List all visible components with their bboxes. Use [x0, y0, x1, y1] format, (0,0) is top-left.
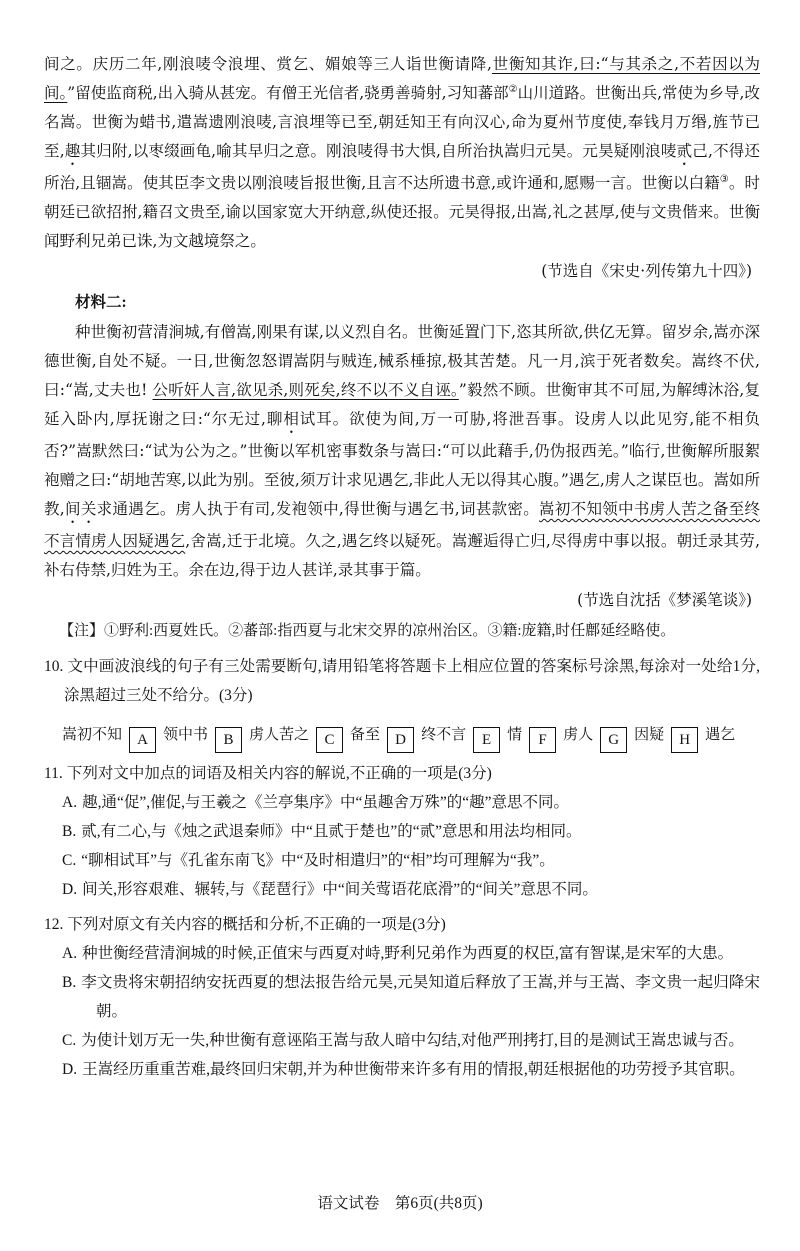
option-text: 贰,有二心,与《烛之武退秦师》中“且贰于楚也”的“贰”意思和用法均相同。	[81, 823, 582, 840]
option-text: 趣,通“促”,催促,与王羲之《兰亭集序》中“虽趣舍万殊”的“趣”意思不同。	[82, 794, 569, 811]
page-footer: 语文试卷 第6页(共8页)	[317, 1195, 483, 1212]
text-run: 。时朝廷已欲招拊,籍召文贵至,谕以国家宽大开纳意,纵使还报。元昊得报,出嵩,礼之甚厚,使与文贵偕来。世衡闻野利兄弟已诛,为文越境祭之。	[44, 174, 760, 250]
answer-box-f: F	[529, 727, 556, 753]
dotted-word: 相	[283, 410, 300, 428]
question-11	[44, 759, 760, 904]
footnotes: 【注】①野利:西夏姓氏。②蕃部:指西夏与北宋交界的凉州治区。③籍:庞籍,时任鄜延经略使。	[59, 623, 676, 639]
underlined-sentence: 公听奸人言,欲见杀,则死矣,终不以不义自诬。	[152, 381, 459, 399]
material1-source: (节选自《宋史·列传第九十四》)	[541, 262, 752, 280]
question-10-stem	[44, 652, 760, 710]
material2-source: (节选自沈括《梦溪笔谈》)	[577, 591, 752, 609]
question-10	[44, 652, 760, 753]
question-12-stem	[44, 910, 760, 939]
footnote-marker: ③	[719, 173, 729, 185]
question-11-text: 下列对文中加点的词语及相关内容的解说,不正确的一项是(3分)	[66, 765, 492, 782]
text-run: 虏人	[563, 725, 594, 743]
text-run: 领中书	[163, 725, 209, 743]
material1-passage	[44, 50, 760, 256]
text-run: 其归附,以枣缀画龟,喻其早归之意。刚浪唛得书大惧,自所治执嵩归元昊。元昊疑刚浪唛	[80, 142, 677, 160]
question-11-option-a	[44, 788, 760, 817]
question-11-stem	[44, 759, 760, 788]
question-11-option-c	[44, 846, 760, 875]
dotted-word: 趣	[64, 142, 81, 160]
question-12-text: 下列对原文有关内容的概括和分析,不正确的一项是(3分)	[67, 916, 446, 933]
text-run: 终不言	[421, 725, 467, 743]
text-run: 情	[507, 725, 523, 743]
text-run: 虏人苦之	[249, 725, 310, 743]
option-text: 间关,形容艰难、辗转,与《琵琶行》中“间关莺语花底滑”的“间关”意思不同。	[82, 881, 598, 898]
text-run: ,舍嵩,迁于北境。久之,遇乞终以疑死。嵩邂逅得亡归,尽得虏中事以报。朝迁录其劳,补右侍禁,归姓为王。余在边,得于边人甚详,录其事于篇。	[44, 532, 760, 579]
footnote-marker: ②	[508, 83, 518, 95]
dotted-word: 间关	[64, 500, 97, 518]
question-12-number: 12.	[44, 916, 64, 933]
question-12-option-b	[44, 968, 760, 1026]
question-11-number: 11.	[44, 765, 63, 782]
answer-box-b: B	[215, 727, 242, 753]
option-text: 李文贵将宋朝招纳安抚西夏的想法报告给元昊,元昊知道后释放了王嵩,并与王嵩、李文贵一起归降宋朝。	[81, 974, 760, 1020]
text-run: 嵩初不知	[62, 725, 123, 743]
text-run: 己,不得还所治,且锢嵩。使其臣李文贵以刚浪唛旨报世衡,且言不达所遗书意,或许通和,愿赐一言。世衡以白籍	[44, 142, 760, 192]
answer-box-c: C	[316, 727, 343, 753]
answer-box-h: H	[671, 727, 698, 753]
option-label: A.	[62, 945, 78, 962]
option-label: C.	[62, 852, 77, 869]
option-text: 种世衡经营清涧城的时候,正值宋与西夏对峙,野利兄弟作为西夏的权臣,富有智谋,是宋军的大患。	[82, 945, 734, 962]
text-run: 因疑	[634, 725, 665, 743]
material2-passage	[44, 318, 760, 585]
option-label: D.	[62, 881, 78, 898]
question-12-option-d	[44, 1055, 760, 1084]
question-12	[44, 910, 760, 1084]
option-text: 王嵩经历重重苦难,最终回归宋朝,并为种世衡带来许多有用的情报,朝廷根据他的功劳授予其官职。	[82, 1061, 745, 1078]
option-label: B.	[62, 974, 77, 991]
text-run: 试耳。欲使为间,万一可胁,将泄吾事。设虏人以此见穷,能不相负否?”嵩默然曰:“试为公为之。”世衡以军机密事数条与嵩曰:“可以此藉手,仍伪报西羌。”临行,世衡解所服絮袍赠之曰:“胡地苦寒,以此为别。至彼,须万计求见遇乞,非此人无以得其心腹。”遇乞,虏人之谋臣也。嵩如所教,	[44, 410, 760, 518]
question-12-option-a	[44, 939, 760, 968]
option-label: C.	[62, 1032, 77, 1049]
question-11-option-d	[44, 875, 760, 904]
text-run: 山川道路。世衡出兵,常使为乡导,改名嵩。世衡为蜡书,遣嵩遗刚浪唛,言浪埋等已至,朝廷知王有向汉心,命为夏州节度使,奉钱月万缗,旌节已至,	[44, 84, 760, 160]
question-11-option-b	[44, 817, 760, 846]
text-run: 遇乞	[705, 725, 736, 743]
answer-box-g: G	[600, 727, 627, 753]
text-run: ”毅然不顾。世衡审其不可屈,为解缚沐浴,复延入卧内,厚抚谢之曰:“尔无过,聊	[44, 381, 760, 428]
text-run: 求通遇乞。虏人执于有司,发袍领中,得世衡与遇乞书,词甚款密。	[96, 500, 540, 518]
answer-box-a: A	[129, 727, 156, 753]
answer-box-e: E	[473, 727, 500, 753]
question-10-segmentation-row	[62, 717, 760, 753]
text-run: 间之。庆历二年,刚浪唛令浪埋、赏乞、媚娘等三人诣世衡请降,	[44, 55, 492, 73]
dotted-word: 贰	[676, 142, 693, 160]
question-10-text: 文中画波浪线的句子有三处需要断句,请用铅笔将答题卡上相应位置的答案标号涂黑,每涂对一处给1分,涂黑超过三处不给分。(3分)	[64, 658, 760, 704]
option-text: 为使计划万无一失,种世衡有意诬陷王嵩与敌人暗中勾结,对他严刑拷打,目的是测试王嵩忠诚与否。	[81, 1032, 744, 1049]
option-text: “聊相试耳”与《孔雀东南飞》中“及时相遣归”的“相”均可理解为“我”。	[81, 852, 555, 869]
option-label: A.	[62, 794, 78, 811]
option-label: B.	[62, 823, 77, 840]
text-run: ”留使监商税,出入骑从甚宠。有僧王光信者,骁勇善骑射,习知蕃部	[67, 84, 509, 102]
wavy-underlined-sentence: 嵩初不知领中书虏人苦之备至终不言情虏人因疑遇乞	[44, 500, 760, 550]
answer-box-d: D	[387, 727, 414, 753]
question-12-option-c	[44, 1026, 760, 1055]
material2-label: 材料二:	[75, 294, 127, 311]
text-run: 备至	[350, 725, 381, 743]
question-10-number: 10.	[44, 658, 64, 675]
underlined-sentence: 世衡知其诈,曰:“与其杀之,不若因以为间。	[44, 55, 760, 102]
option-label: D.	[62, 1061, 78, 1078]
text-run: 种世衡初营清涧城,有僧嵩,刚果有谋,以义烈自名。世衡延置门下,恣其所欲,供亿无算。留岁余,嵩亦深德世衡,自处不疑。一日,世衡忽怒谓嵩阴与贼连,械系棰掠,极其苦楚。凡一月,滨于死者数矣。嵩终不伏,曰:“嵩,丈夫也!	[44, 323, 760, 399]
